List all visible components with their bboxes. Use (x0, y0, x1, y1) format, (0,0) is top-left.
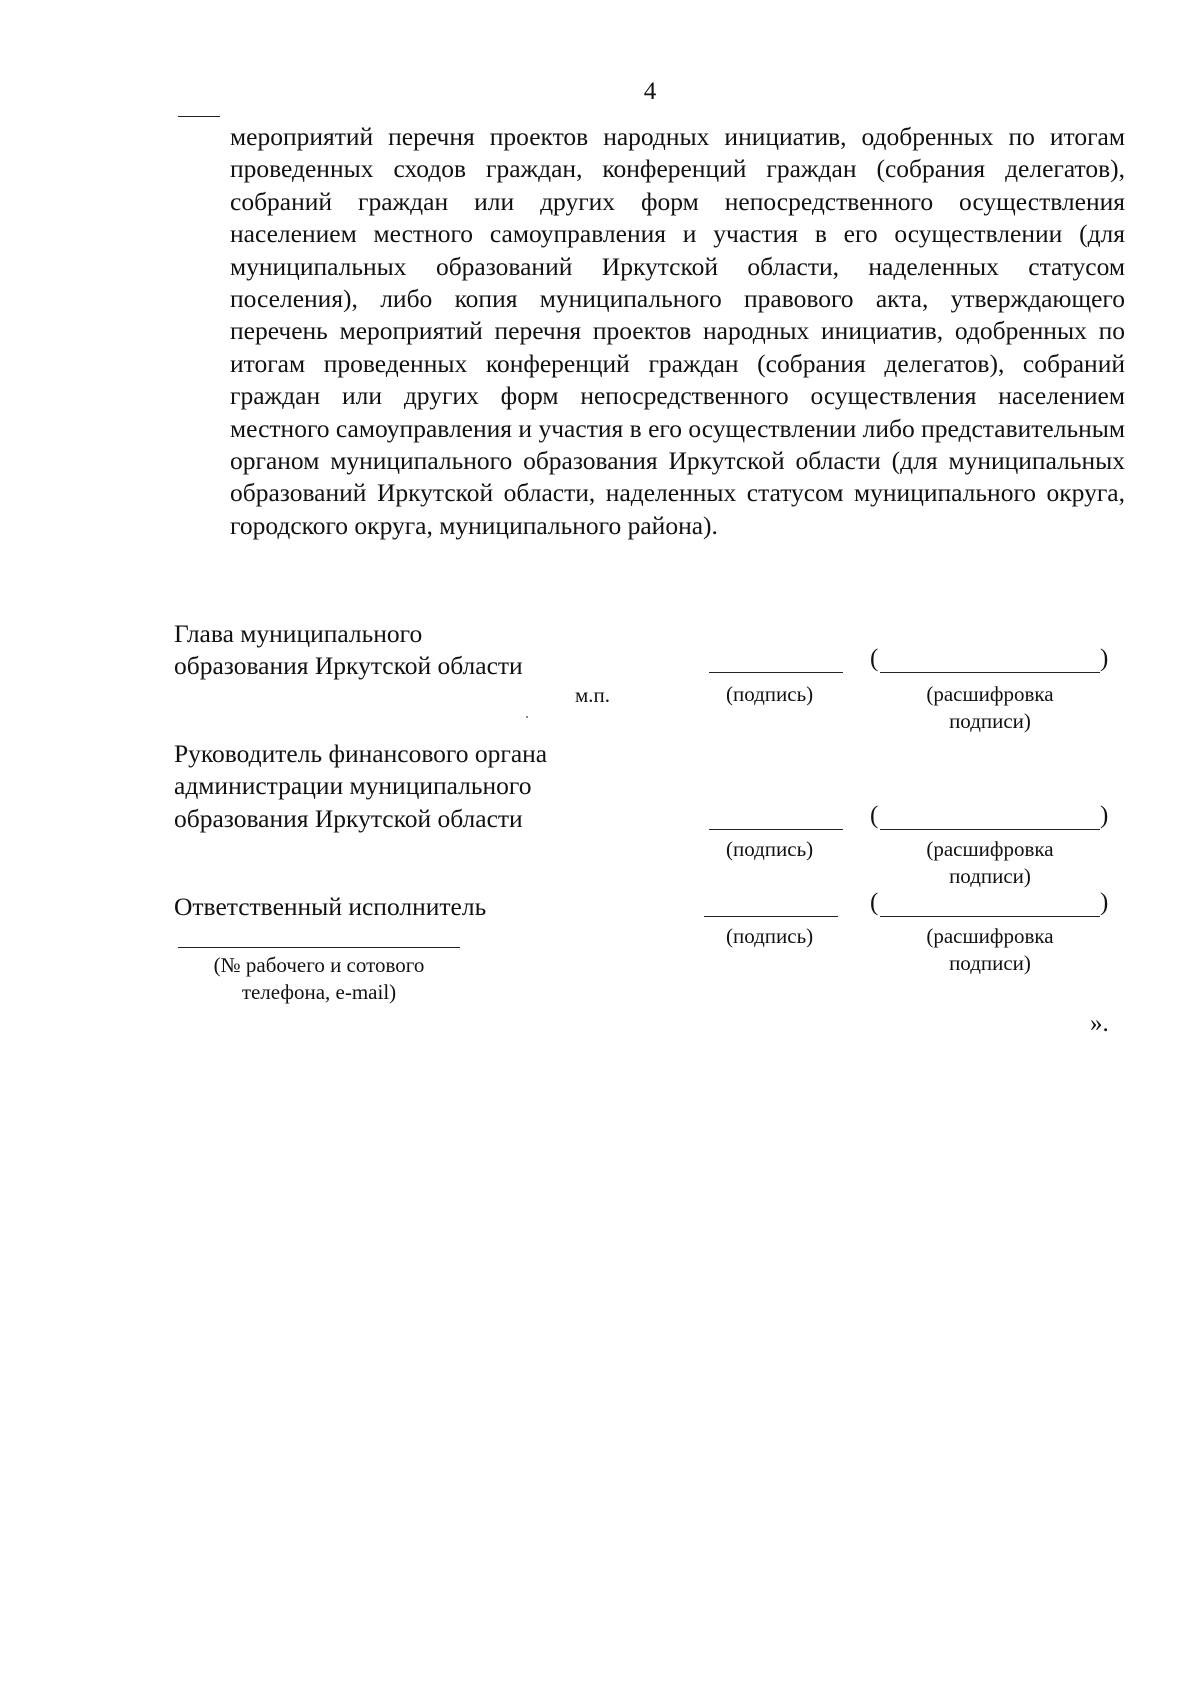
finance-signature-line (709, 829, 843, 830)
page-number: 4 (643, 78, 657, 105)
decode-caption-line-1: (расшифровка (926, 924, 1054, 948)
head-signature-caption: (подпись) (726, 682, 814, 706)
head-title-line-2: образования Иркутской области (174, 651, 523, 680)
stamp-place-mark: м.п. (575, 683, 611, 707)
executor-decode-caption (910, 923, 1070, 977)
executor-phone-line (178, 947, 460, 948)
phone-caption-line-1: (№ рабочего и сотового (213, 953, 425, 977)
decode-caption-line-1: (расшифровка (926, 837, 1054, 861)
executor-signature-caption: (подпись) (726, 924, 814, 948)
finance-decode-open-paren: ( (870, 802, 879, 829)
executor-decode-line (880, 916, 1100, 917)
finance-title-line-2: администрации муниципального (174, 771, 532, 800)
decode-caption-line-2: подписи) (949, 709, 1031, 733)
finance-decode-line (880, 829, 1100, 830)
executor-title: Ответственный исполнитель (174, 892, 487, 921)
decode-caption-line-2: подписи) (949, 864, 1031, 888)
finance-decode-caption (910, 836, 1070, 890)
decode-caption-line-2: подписи) (949, 951, 1031, 975)
head-decode-close-paren: ) (1100, 645, 1109, 672)
executor-phone-caption (178, 952, 460, 1006)
executor-decode-open-paren: ( (870, 889, 879, 916)
finance-signature-caption: (подпись) (726, 837, 814, 861)
executor-decode-close-paren: ) (1100, 889, 1109, 916)
head-decode-open-paren: ( (870, 645, 879, 672)
closing-quote-mark: ». (1090, 1010, 1109, 1037)
head-decode-line (880, 672, 1100, 673)
finance-title-line-1: Руководитель финансового органа (174, 739, 548, 768)
head-title-line-1: Глава муниципального (174, 619, 423, 648)
head-decode-caption (910, 681, 1070, 735)
executor-signature-line (704, 916, 838, 917)
body-paragraph: мероприятий перечня проектов народных инициатив, одобренных по итогам проведенных сходов граждан, конференций граждан (собрания делегатов), собраний граждан или других форм непосредственного осуществления населением местного самоуправления и участия в его осуществлении (для муниципальных образований Иркутской области, наделенных статусом поселения), либо копия муниципального правового акта, утверждающего перечень мероприятий перечня проектов народных инициатив, одобренных по итогам проведенных конференций граждан (собрания делегатов), собраний граждан или других форм непосредственного осуществления населением местного самоуправления и участия в его осуществлении либо представительным органом муниципального образования Иркутской области (для муниципальных образований Иркутской области, наделенных статусом муниципального округа, городского округа, муниципального района). (230, 122, 1125, 540)
decode-caption-line-1: (расшифровка (926, 682, 1054, 706)
margin-dash (178, 116, 220, 117)
phone-caption-line-2: телефона, e-mail) (241, 980, 397, 1004)
scan-speck (526, 716, 528, 718)
head-signature-line (709, 672, 843, 673)
finance-title-line-3: образования Иркутской области (174, 804, 523, 833)
finance-decode-close-paren: ) (1100, 802, 1109, 829)
